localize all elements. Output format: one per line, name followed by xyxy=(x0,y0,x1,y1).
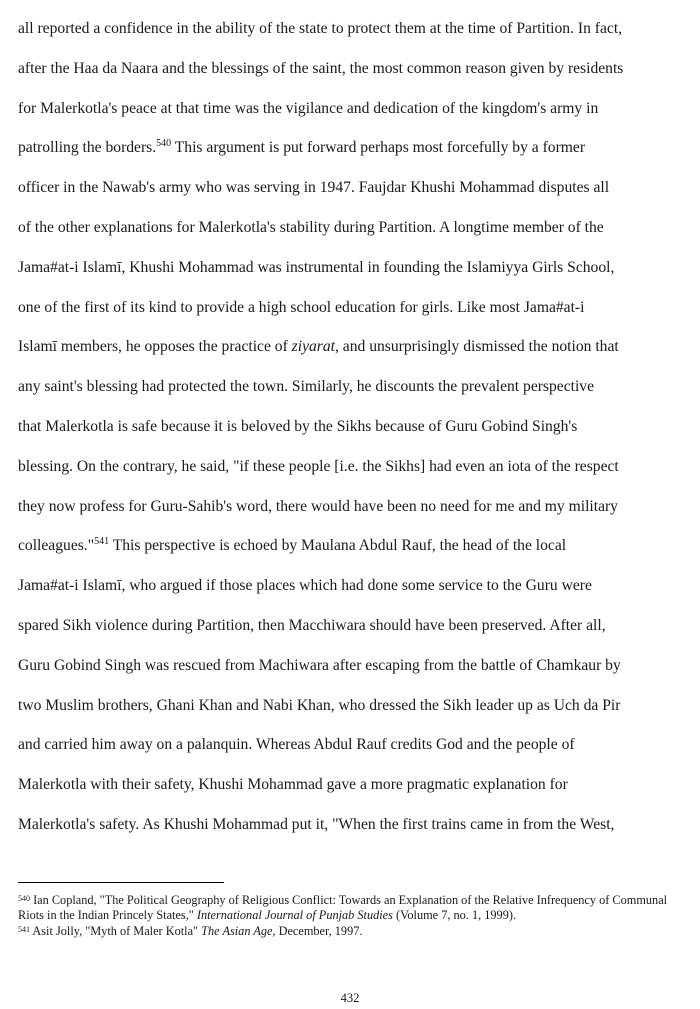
body-line: one of the first of its kind to provide a high school education for girls. Like most Jama#at-i xyxy=(18,298,585,316)
text-run: This argument is put forward perhaps most forcefully by a former xyxy=(171,139,586,157)
body-line xyxy=(18,337,688,377)
footnote-number: 541 xyxy=(18,924,30,934)
body-line xyxy=(18,536,688,576)
body-line: of the other explanations for Malerkotla's stability during Partition. A longtime member of the xyxy=(18,218,604,236)
italic-term: ziyarat xyxy=(291,338,335,356)
body-line: blessing. On the contrary, he said, "if these people [i.e. the Sikhs] had even an iota of the respect xyxy=(18,457,619,475)
page-number: 432 xyxy=(340,991,360,1005)
text-run: patrolling the borders. xyxy=(18,139,157,157)
footnote-text: December, 1997. xyxy=(275,923,363,938)
footnote-publication-title: The Asian Age, xyxy=(201,923,276,938)
footnote-journal-title: International Journal of Punjab Studies xyxy=(196,908,393,923)
footnote-ref-541[interactable]: 541 xyxy=(94,536,110,548)
body-line: that Malerkotla is safe because it is beloved by the Sikhs because of Guru Gobind Singh's xyxy=(18,417,578,435)
footnote-divider xyxy=(18,882,224,883)
footnote-540 xyxy=(18,893,688,924)
body-line: Guru Gobind Singh was rescued from Machiwara after escaping from the battle of Chamkaur by xyxy=(18,656,621,674)
body-line: spared Sikh violence during Partition, then Macchiwara should have been preserved. After all, xyxy=(18,616,606,634)
body-line: all reported a confidence in the ability of the state to protect them at the time of Partition. In fact, xyxy=(18,20,623,37)
body-line: two Muslim brothers, Ghani Khan and Nabi Khan, who dressed the Sikh leader up as Uch da Pir xyxy=(18,696,621,714)
footnote-ref-540[interactable]: 540 xyxy=(156,138,172,150)
body-line: Jama#at-i Islamī, Khushi Mohammad was instrumental in founding the Islamiyya Girls School, xyxy=(18,258,615,276)
body-line: for Malerkotla's peace at that time was the vigilance and dedication of the kingdom's army in xyxy=(18,99,599,117)
body-line: and carried him away on a palanquin. Whereas Abdul Rauf credits God and the people of xyxy=(18,736,575,754)
body-text xyxy=(18,19,688,855)
text-run: This perspective is echoed by Maulana Abdul Rauf, the head of the local xyxy=(109,537,567,555)
body-line: after the Haa da Naara and the blessings of the saint, the most common reason given by residents xyxy=(18,59,624,77)
text-run: , and unsurprisingly dismissed the notion that xyxy=(335,338,619,356)
body-line: Jama#at-i Islamī, who argued if those places which had done some service to the Guru were xyxy=(18,577,592,595)
text-run: colleagues." xyxy=(18,537,95,555)
footnotes xyxy=(18,893,688,939)
body-line xyxy=(18,138,688,178)
text-run: Islamī members, he opposes the practice of xyxy=(18,338,292,356)
footnote-number: 540 xyxy=(18,894,30,903)
body-line: Malerkotla's safety. As Khushi Mohammad put it, "When the first trains came in from the West, xyxy=(18,815,615,833)
body-line: Malerkotla with their safety, Khushi Mohammad gave a more pragmatic explanation for xyxy=(18,776,568,794)
footnote-text: Asit Jolly, "Myth of Maler Kotla" xyxy=(30,923,202,938)
body-line: they now profess for Guru-Sahib's word, there would have been no need for me and my military xyxy=(18,497,618,515)
footnote-541 xyxy=(18,924,688,939)
body-line: any saint's blessing had protected the town. Similarly, he discounts the prevalent perspective xyxy=(18,378,595,396)
body-line: officer in the Nawab's army who was serving in 1947. Faujdar Khushi Mohammad disputes all xyxy=(18,179,610,197)
footnote-text: (Volume 7, no. 1, 1999). xyxy=(392,908,517,923)
footnote-text: Ian Copland, "The Political Geography of Religious Conflict: Towards an Explanation of the Relative Infrequency of Communal Riots in the Indian Princely States," xyxy=(18,893,668,923)
